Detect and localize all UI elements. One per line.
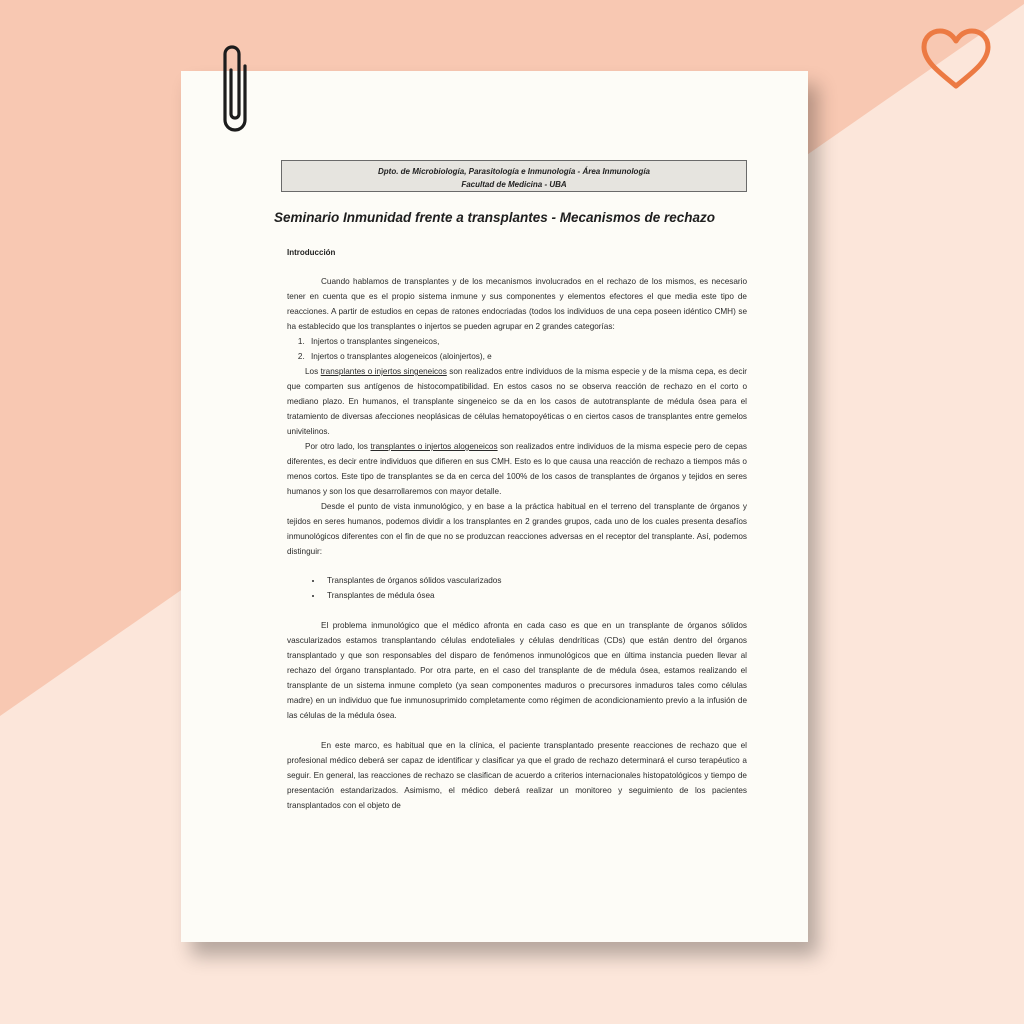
document-title: Seminario Inmunidad frente a transplantes - Mecanismos de rechazo	[273, 210, 716, 225]
institution-header-box	[281, 160, 747, 192]
bullet-item-1: • Transplantes de órganos sólidos vascularizados	[323, 573, 747, 588]
document-body	[287, 274, 747, 813]
paperclip-icon	[216, 40, 258, 144]
numbered-list	[287, 334, 747, 364]
singeneic-term: transplantes o injertos singeneicos	[320, 367, 447, 376]
institution-header-line1: Dpto. de Microbiología, Parasitología e Inmunología - Área Inmunología	[377, 167, 651, 176]
paragraph-2	[287, 364, 747, 439]
paragraph-6: En este marco, es habitual que en la clínica, el paciente transplantado presente reacciones de rechazo que el profesional médico deberá ser capaz de identificar y clasificar ya que el grado de rechazo determinará el curso terapéutico a seguir. En general, las reacciones de rechazo se clasifican de acuerdo a criterios internacionales histopatológicos y tiempo de presentación estandarizados. Asimismo, el médico deberá realizar un monitoreo y seguimiento de los pacientes transplantados con el objeto de	[287, 741, 747, 810]
paragraph-3-lead: Por otro lado, los	[305, 442, 371, 451]
document-page	[181, 71, 808, 942]
numbered-item-1: 1. Injertos o transplantes singeneicos,	[307, 334, 747, 349]
section-heading: Introducción	[287, 248, 336, 257]
paragraph-1: Cuando hablamos de transplantes y de los mecanismos involucrados en el rechazo de los mismos, es necesario tener en cuenta que es el propio sistema inmune y sus componentes y elementos efectores el que media este tipo de reacciones. A partir de estudios en cepas de ratones endocriadas (todos los individuos de una cepa poseen idéntico CMH) se ha establecido que los transplantes o injertos se pueden agrupar en 2 grandes categorías:	[287, 277, 747, 331]
paragraph-2-lead: Los	[305, 367, 321, 376]
heart-icon[interactable]	[918, 26, 994, 92]
paragraph-4: Desde el punto de vista inmunológico, y en base a la práctica habitual en el terreno del transplante de órganos y tejidos en seres humanos, podemos dividir a los transplantes en 2 grandes grupos, cada uno de los cuales presenta desafíos inmunológicos diferentes con el fin de que no se produzcan reacciones adversas en el receptor del transplante. Así, podemos distinguir:	[287, 502, 747, 556]
bullet-item-2: • Transplantes de médula ósea	[323, 588, 747, 603]
bullet-list	[287, 573, 747, 603]
paragraph-3	[287, 439, 747, 499]
alogeneic-term: transplantes o injertos alogeneicos	[370, 442, 498, 451]
paragraph-5: El problema inmunológico que el médico afronta en cada caso es que en un transplante de órganos sólidos vascularizados estamos transplantando células endoteliales y células dendríticas (CDs) que están dentro del órganos transplantado y que son responsables del disparo de fenómenos inmunológicos que en última instancia pueden llevar al rechazo del órgano transplantado. Por otra parte, en el caso del transplante de de médula ósea, estamos realizando el transplante de un sistema inmune completo (ya sean componentes maduros o precursores inmaduros tales como células madre) en un individuo que fue inmunosuprimido completamente como régimen de acondicionamiento previo a la infusión de las células de la médula ósea.	[287, 621, 747, 720]
paragraph-2-rest: son realizados entre individuos de la misma especie y de la misma cepa, es decir que comparten sus antígenos de histocompatibilidad. En estos casos no se observa reacción de rechazo en el corto o mediano plazo. En humanos, el transplante singeneico se da en los casos de autotransplante de médula ósea para el tratamiento de diversas afecciones neoplásicas de células hematopoyéticas o en ciertos casos de transplantes entre gemelos univitelinos.	[287, 367, 747, 436]
paragraph-3-rest: son realizados entre individuos de la misma especie pero de cepas diferentes, es decir entre individuos que difieren en sus CMH. Esto es lo que causa una reacción de rechazo a tiempos más o menos cortos. Este tipo de transplantes se da en cerca del 100% de los casos de transplantes de órganos y tejidos en seres humanos y son los que desarrollaremos con mayor detalle.	[287, 442, 748, 496]
numbered-item-2: 2. Injertos o transplantes alogeneicos (aloinjertos), e	[307, 349, 747, 364]
institution-header-line2: Facultad de Medicina - UBA	[461, 180, 567, 189]
